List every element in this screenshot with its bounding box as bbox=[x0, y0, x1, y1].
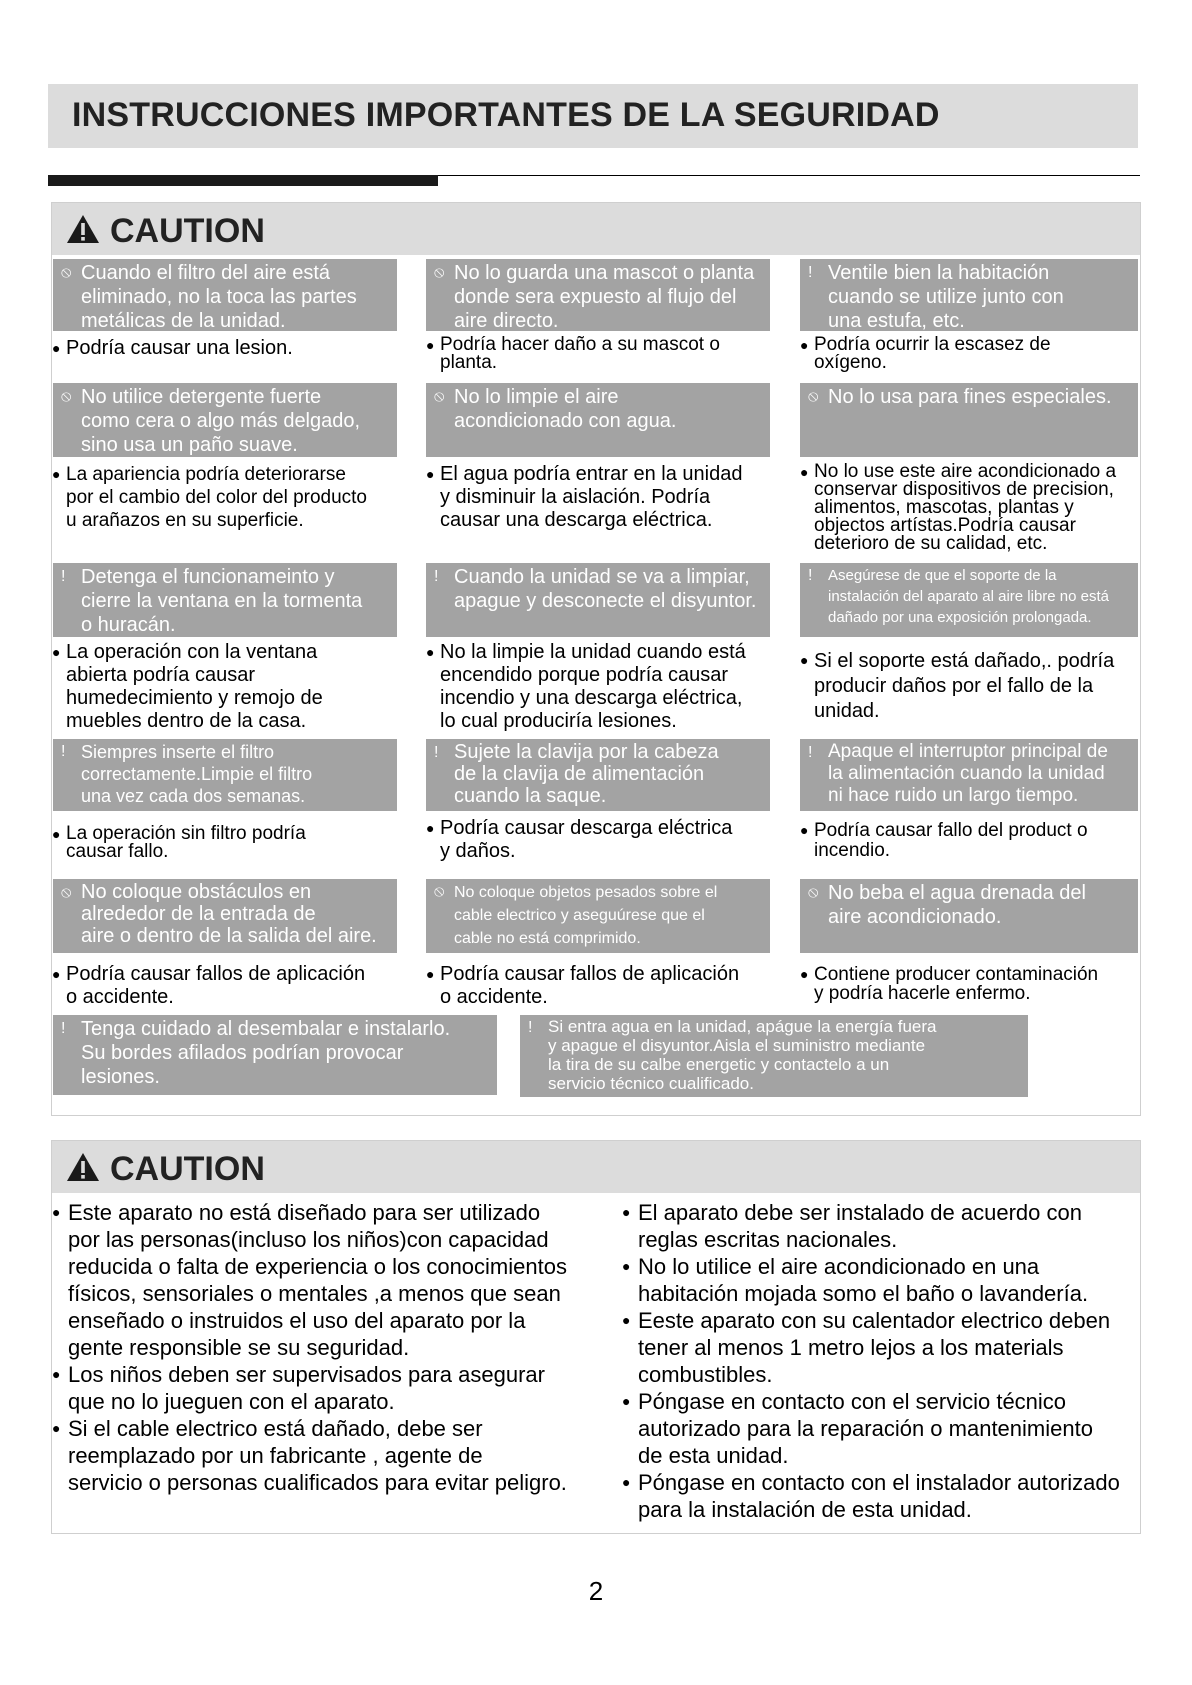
caution-list-right bbox=[622, 1199, 1138, 1523]
instruction-box bbox=[800, 739, 1138, 811]
prohibited-icon: ⦸ bbox=[434, 388, 445, 405]
bullet-icon: ● bbox=[52, 1204, 61, 1220]
result-item bbox=[800, 821, 1088, 861]
instruction-box bbox=[53, 259, 397, 331]
list-item-text: Si el cable electrico está dañado, debe ser reemplazado por un fabricante , agente de servicio o personas cualificados para evitar peligro. bbox=[68, 1416, 567, 1495]
caution-heading: CAUTION bbox=[110, 1150, 265, 1188]
instruction-text: Sujete la clavija por la cabeza de la clavija de alimentación cuando la saque. bbox=[454, 741, 719, 807]
instruction-box bbox=[426, 739, 770, 811]
result-text: Podría causar fallos de aplicación o accidente. bbox=[66, 963, 366, 1008]
instruction-text: Detenga el funcionameinto y cierre la ventana en la tormenta o huracán. bbox=[81, 566, 363, 636]
bullet-icon: ● bbox=[800, 822, 809, 838]
list-item-text: Los niños deben ser supervisados para asegurar que no lo jueguen con el aparato. bbox=[68, 1362, 545, 1414]
instruction-box bbox=[53, 563, 397, 637]
result-text: Podría causar una lesion. bbox=[66, 337, 293, 359]
page-title: INSTRUCCIONES IMPORTANTES DE LA SEGURIDAD bbox=[72, 96, 940, 134]
bullet-icon: ● bbox=[622, 1204, 631, 1220]
list-item-text: No lo utilice el aire acondicionado en una habitación mojada somo el baño o lavandería. bbox=[638, 1254, 1089, 1306]
list-item bbox=[52, 1361, 612, 1415]
result-text: No lo use este aire acondicionado a conservar dispositivos de precision, alimentos, mascotas, plantas y objectos artístas.Podría causar deterioro de su calidad, etc. bbox=[814, 461, 1117, 554]
prohibited-icon: ⦸ bbox=[808, 884, 819, 901]
instruction-box bbox=[426, 259, 770, 331]
bullet-icon: ● bbox=[622, 1258, 631, 1274]
result-item bbox=[800, 649, 1114, 724]
instruction-box bbox=[800, 879, 1138, 953]
bullet-icon: ● bbox=[800, 966, 809, 982]
bullet-icon: ● bbox=[426, 820, 435, 836]
warning-triangle-icon bbox=[66, 214, 100, 244]
instruction-box bbox=[426, 383, 770, 457]
caution-panel-1 bbox=[51, 202, 1141, 1116]
instruction-box bbox=[426, 563, 770, 637]
bullet-icon: ● bbox=[426, 644, 435, 660]
bullet-icon: ● bbox=[800, 464, 809, 480]
bullet-icon: ● bbox=[622, 1474, 631, 1490]
instruction-box bbox=[800, 563, 1138, 637]
bullet-icon: ● bbox=[52, 1420, 61, 1436]
title-bar bbox=[48, 84, 1138, 148]
result-text: Contiene producer contaminación y podría hacerle enfermo. bbox=[814, 964, 1099, 1004]
result-text: La operación sin filtro podría causar fallo. bbox=[66, 823, 306, 862]
result-item bbox=[800, 463, 1116, 553]
list-item bbox=[622, 1388, 1138, 1469]
warning-triangle-icon bbox=[66, 1152, 100, 1182]
instruction-text: Cuando la unidad se va a limpiar, apague y desconecte el disyuntor. bbox=[454, 566, 757, 612]
result-text: No la limpie la unidad cuando está encendido porque podría causar incendio y una descarga eléctrica, lo cual produciría lesiones. bbox=[440, 641, 746, 732]
list-item-text: Eeste aparato con su calentador electrico deben tener al menos 1 metro lejos a los materials combustibles. bbox=[638, 1308, 1111, 1387]
mandatory-icon: ! bbox=[808, 264, 813, 281]
instruction-text: Asegúrese de que el soporte de la instalación del aparato al aire libre no está dañado por una exposición prolongada. bbox=[828, 567, 1110, 626]
instruction-text: No coloque objetos pesados sobre el cable electrico y aseguúrese que el cable no está comprimido. bbox=[454, 884, 718, 947]
mandatory-icon: ! bbox=[528, 1019, 533, 1036]
instruction-text: No lo usa para fines especiales. bbox=[828, 386, 1112, 408]
result-text: Podría hacer daño a su mascot o planta. bbox=[440, 334, 720, 373]
instruction-text: Si entra agua en la unidad, apágue la energía fuera y apague el disyuntor.Aisla el suministro mediante la tira de su calbe energetic y contactelo a un servicio técnico cualificado. bbox=[548, 1017, 937, 1093]
result-item bbox=[800, 965, 1098, 1003]
result-text: La apariencia podría deteriorarse por el cambio del color del producto u arañazos en su superficie. bbox=[66, 464, 368, 531]
result-text: Si el soporte está dañado,. podría producir daños por el fallo de la unidad. bbox=[814, 650, 1115, 722]
result-item bbox=[426, 817, 732, 863]
bullet-icon: ● bbox=[426, 966, 435, 982]
instruction-box bbox=[426, 879, 770, 953]
mandatory-icon: ! bbox=[61, 568, 66, 585]
prohibited-icon: ⦸ bbox=[61, 264, 72, 281]
list-item-text: Este aparato no está diseñado para ser utilizado por las personas(incluso los niños)con capacidad reducida o falta de experiencia o los conocimientos físicos, sensoriales o mentales ,a menos que sean enseñado o instruidos el uso del aparato por la gente responsible se su seguridad. bbox=[68, 1200, 567, 1360]
instruction-box bbox=[53, 1015, 497, 1095]
bullet-icon: ● bbox=[800, 337, 809, 353]
bullet-icon: ● bbox=[800, 652, 809, 668]
result-text: Podría causar fallos de aplicación o accidente. bbox=[440, 963, 740, 1008]
result-text: La operación con la ventana abierta podría causar humedecimiento y remojo de muebles dentro de la casa. bbox=[66, 641, 323, 732]
mandatory-icon: ! bbox=[808, 744, 813, 761]
caution-header bbox=[52, 203, 1140, 255]
instruction-text: Apaque el interruptor principal de la alimentación cuando la unidad ni hace ruido un largo tiempo. bbox=[828, 741, 1108, 806]
mandatory-icon: ! bbox=[434, 744, 439, 761]
page-number: 2 bbox=[588, 1576, 604, 1606]
list-item bbox=[622, 1307, 1138, 1388]
result-text: Podría ocurrir la escasez de oxígeno. bbox=[814, 334, 1051, 373]
instruction-text: No coloque obstáculos en alrededor de la entrada de aire o dentro de la salida del aire. bbox=[81, 881, 377, 947]
caution-header bbox=[52, 1141, 1140, 1193]
bullet-icon: ● bbox=[426, 466, 435, 482]
bullet-icon: ● bbox=[52, 966, 61, 982]
prohibited-icon: ⦸ bbox=[61, 884, 72, 901]
instruction-text: No beba el agua drenada del aire acondicionado. bbox=[828, 882, 1086, 928]
result-text: Podría causar fallo del product o incendio. bbox=[814, 820, 1088, 861]
prohibited-icon: ⦸ bbox=[808, 388, 819, 405]
caution-panel-2 bbox=[51, 1140, 1141, 1534]
prohibited-icon: ⦸ bbox=[434, 883, 445, 900]
instruction-box bbox=[520, 1015, 1028, 1097]
instruction-text: Ventile bien la habitación cuando se utilize junto con una estufa, etc. bbox=[828, 262, 1064, 331]
list-item-text: Póngase en contacto con el servicio técnico autorizado para la reparación o mantenimiento de esta unidad. bbox=[638, 1389, 1093, 1468]
bullet-icon: ● bbox=[622, 1312, 631, 1328]
caution-list-left bbox=[52, 1199, 612, 1496]
list-item bbox=[622, 1469, 1138, 1523]
divider-accent bbox=[48, 175, 438, 186]
instruction-text: No utilice detergente fuerte como cera o algo más delgado, sino usa un paño suave. bbox=[81, 386, 361, 456]
bullet-icon: ● bbox=[52, 644, 61, 660]
bullet-icon: ● bbox=[52, 826, 61, 842]
instruction-box bbox=[800, 383, 1138, 457]
result-item bbox=[426, 963, 739, 1009]
result-item bbox=[52, 463, 367, 532]
mandatory-icon: ! bbox=[434, 568, 439, 585]
bullet-icon: ● bbox=[622, 1393, 631, 1409]
instruction-text: Siempres inserte el filtro correctamente.Limpie el filtro una vez cada dos semanas. bbox=[81, 742, 313, 806]
list-item bbox=[622, 1253, 1138, 1307]
result-text: El agua podría entrar en la unidad y disminuir la aislación. Podría causar una descarga eléctrica. bbox=[440, 463, 743, 531]
list-item bbox=[622, 1199, 1138, 1253]
list-item bbox=[52, 1199, 612, 1361]
result-item bbox=[52, 825, 306, 861]
list-item-text: Póngase en contacto con el instalador autorizado para la instalación de esta unidad. bbox=[638, 1470, 1120, 1522]
result-item bbox=[426, 463, 742, 532]
mandatory-icon: ! bbox=[61, 1020, 66, 1037]
bullet-icon: ● bbox=[426, 337, 435, 353]
result-item bbox=[52, 963, 365, 1009]
result-item bbox=[426, 336, 720, 372]
instruction-text: Cuando el filtro del aire está eliminado, no la toca las partes metálicas de la unidad. bbox=[81, 262, 357, 331]
caution-heading: CAUTION bbox=[110, 212, 265, 250]
instruction-box bbox=[800, 259, 1138, 331]
list-item bbox=[52, 1415, 612, 1496]
instruction-box bbox=[53, 383, 397, 457]
bullet-icon: ● bbox=[52, 1366, 61, 1382]
result-item bbox=[52, 337, 293, 360]
bullet-icon: ● bbox=[52, 340, 61, 356]
list-item-text: El aparato debe ser instalado de acuerdo con reglas escritas nacionales. bbox=[638, 1200, 1082, 1252]
result-item bbox=[426, 641, 746, 733]
instruction-text: No lo limpie el aire acondicionado con agua. bbox=[454, 386, 677, 432]
instruction-box bbox=[53, 739, 397, 811]
result-text: Podría causar descarga eléctrica y daños. bbox=[440, 817, 733, 862]
instruction-box bbox=[53, 879, 397, 953]
result-item bbox=[52, 641, 323, 733]
instruction-text: Tenga cuidado al desembalar e instalarlo. Su bordes afilados podrían provocar lesiones. bbox=[81, 1018, 451, 1088]
bullet-icon: ● bbox=[52, 466, 61, 482]
result-item bbox=[800, 336, 1051, 372]
instruction-text: No lo guarda una mascot o planta donde sera expuesto al flujo del aire directo. bbox=[454, 262, 755, 331]
mandatory-icon: ! bbox=[808, 567, 813, 584]
prohibited-icon: ⦸ bbox=[434, 264, 445, 281]
prohibited-icon: ⦸ bbox=[61, 388, 72, 405]
mandatory-icon: ! bbox=[61, 743, 66, 760]
